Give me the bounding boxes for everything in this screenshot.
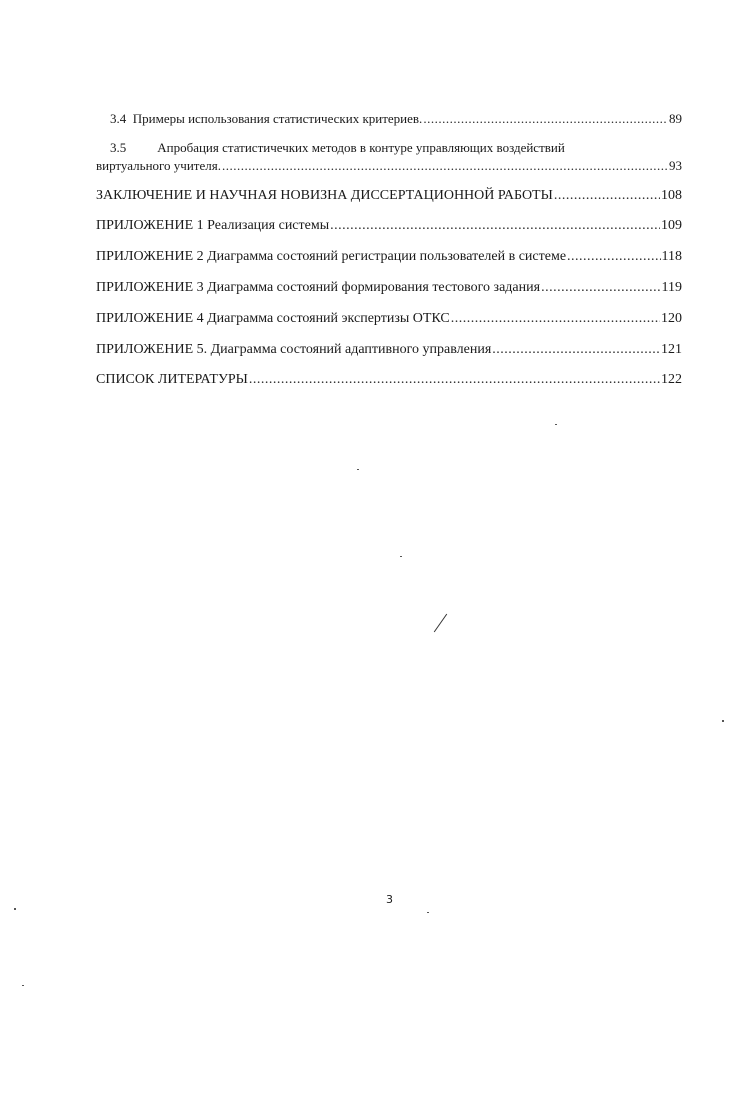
toc-entry-page: 108 bbox=[661, 188, 682, 203]
toc-entry-title: ПРИЛОЖЕНИЕ 4 Диаграмма состояний экспертизы ОТКС bbox=[96, 311, 450, 326]
toc-entry-appendix-2 bbox=[96, 249, 682, 265]
scan-pen-stroke bbox=[434, 614, 447, 633]
toc-leader-dots bbox=[492, 342, 660, 358]
toc-entry-title: ПРИЛОЖЕНИЕ 1 Реализация системы bbox=[96, 218, 330, 233]
toc-entry-3-4 bbox=[96, 111, 682, 127]
toc-entry-references bbox=[96, 372, 682, 388]
toc-entry-title: ЗАКЛЮЧЕНИЕ И НАУЧНАЯ НОВИЗНА ДИССЕРТАЦИОННОЙ РАБОТЫ bbox=[96, 188, 553, 203]
toc-entry-page: 89 bbox=[669, 111, 682, 126]
toc-entry-appendix-4 bbox=[96, 311, 682, 327]
toc-entry-page: 93 bbox=[669, 158, 682, 173]
toc-entry-number: 3.5 bbox=[110, 140, 127, 155]
toc-entry-title: ПРИЛОЖЕНИЕ 5. Диаграмма состояний адаптивного управления bbox=[96, 342, 492, 357]
scan-speck bbox=[427, 912, 429, 913]
toc-entry-3-5 bbox=[96, 158, 682, 174]
toc-entry-conclusion bbox=[96, 188, 682, 204]
toc-leader-dots bbox=[222, 158, 668, 174]
toc-entry-page: 109 bbox=[661, 218, 682, 233]
toc-entry-3-5-first-line bbox=[110, 140, 565, 156]
toc-entry-page: 118 bbox=[661, 249, 682, 264]
toc-leader-dots bbox=[330, 218, 660, 234]
toc-entry-page: 120 bbox=[661, 311, 682, 326]
toc-leader-dots bbox=[249, 372, 660, 388]
toc-entry-title: СПИСОК ЛИТЕРАТУРЫ bbox=[96, 372, 248, 387]
toc-entry-title: виртуального учителя. bbox=[96, 158, 221, 173]
toc-entry-title: 3.4 Примеры использования статистических критериев. bbox=[110, 111, 423, 126]
toc-entry-title: ПРИЛОЖЕНИЕ 3 Диаграмма состояний формирования тестового задания bbox=[96, 280, 541, 295]
toc-leader-dots bbox=[567, 249, 660, 265]
toc-entry-appendix-3 bbox=[96, 280, 682, 296]
scan-speck bbox=[14, 908, 16, 910]
toc-leader-dots bbox=[541, 280, 660, 296]
toc-entry-page: 122 bbox=[661, 372, 682, 387]
page-number: 3 bbox=[386, 893, 393, 906]
toc-entry-page: 119 bbox=[661, 280, 682, 295]
toc-entry-number: 3.4 bbox=[110, 111, 127, 126]
toc-leader-dots bbox=[423, 111, 668, 127]
toc-entry-title: Апробация статистичечких методов в контуре управляющих воздействий bbox=[157, 140, 565, 155]
scan-speck bbox=[400, 556, 402, 557]
toc-entry-title: ПРИЛОЖЕНИЕ 2 Диаграмма состояний регистрации пользователей в системе bbox=[96, 249, 567, 264]
toc-leader-dots bbox=[554, 188, 660, 204]
toc-entry-page: 121 bbox=[661, 342, 682, 357]
scan-speck bbox=[555, 424, 557, 425]
toc-leader-dots bbox=[451, 311, 660, 327]
toc-entry-appendix-1 bbox=[96, 218, 682, 234]
scan-speck bbox=[357, 469, 359, 470]
toc-entry-appendix-5 bbox=[96, 342, 682, 358]
scan-speck bbox=[722, 720, 724, 722]
scan-speck bbox=[22, 985, 24, 986]
